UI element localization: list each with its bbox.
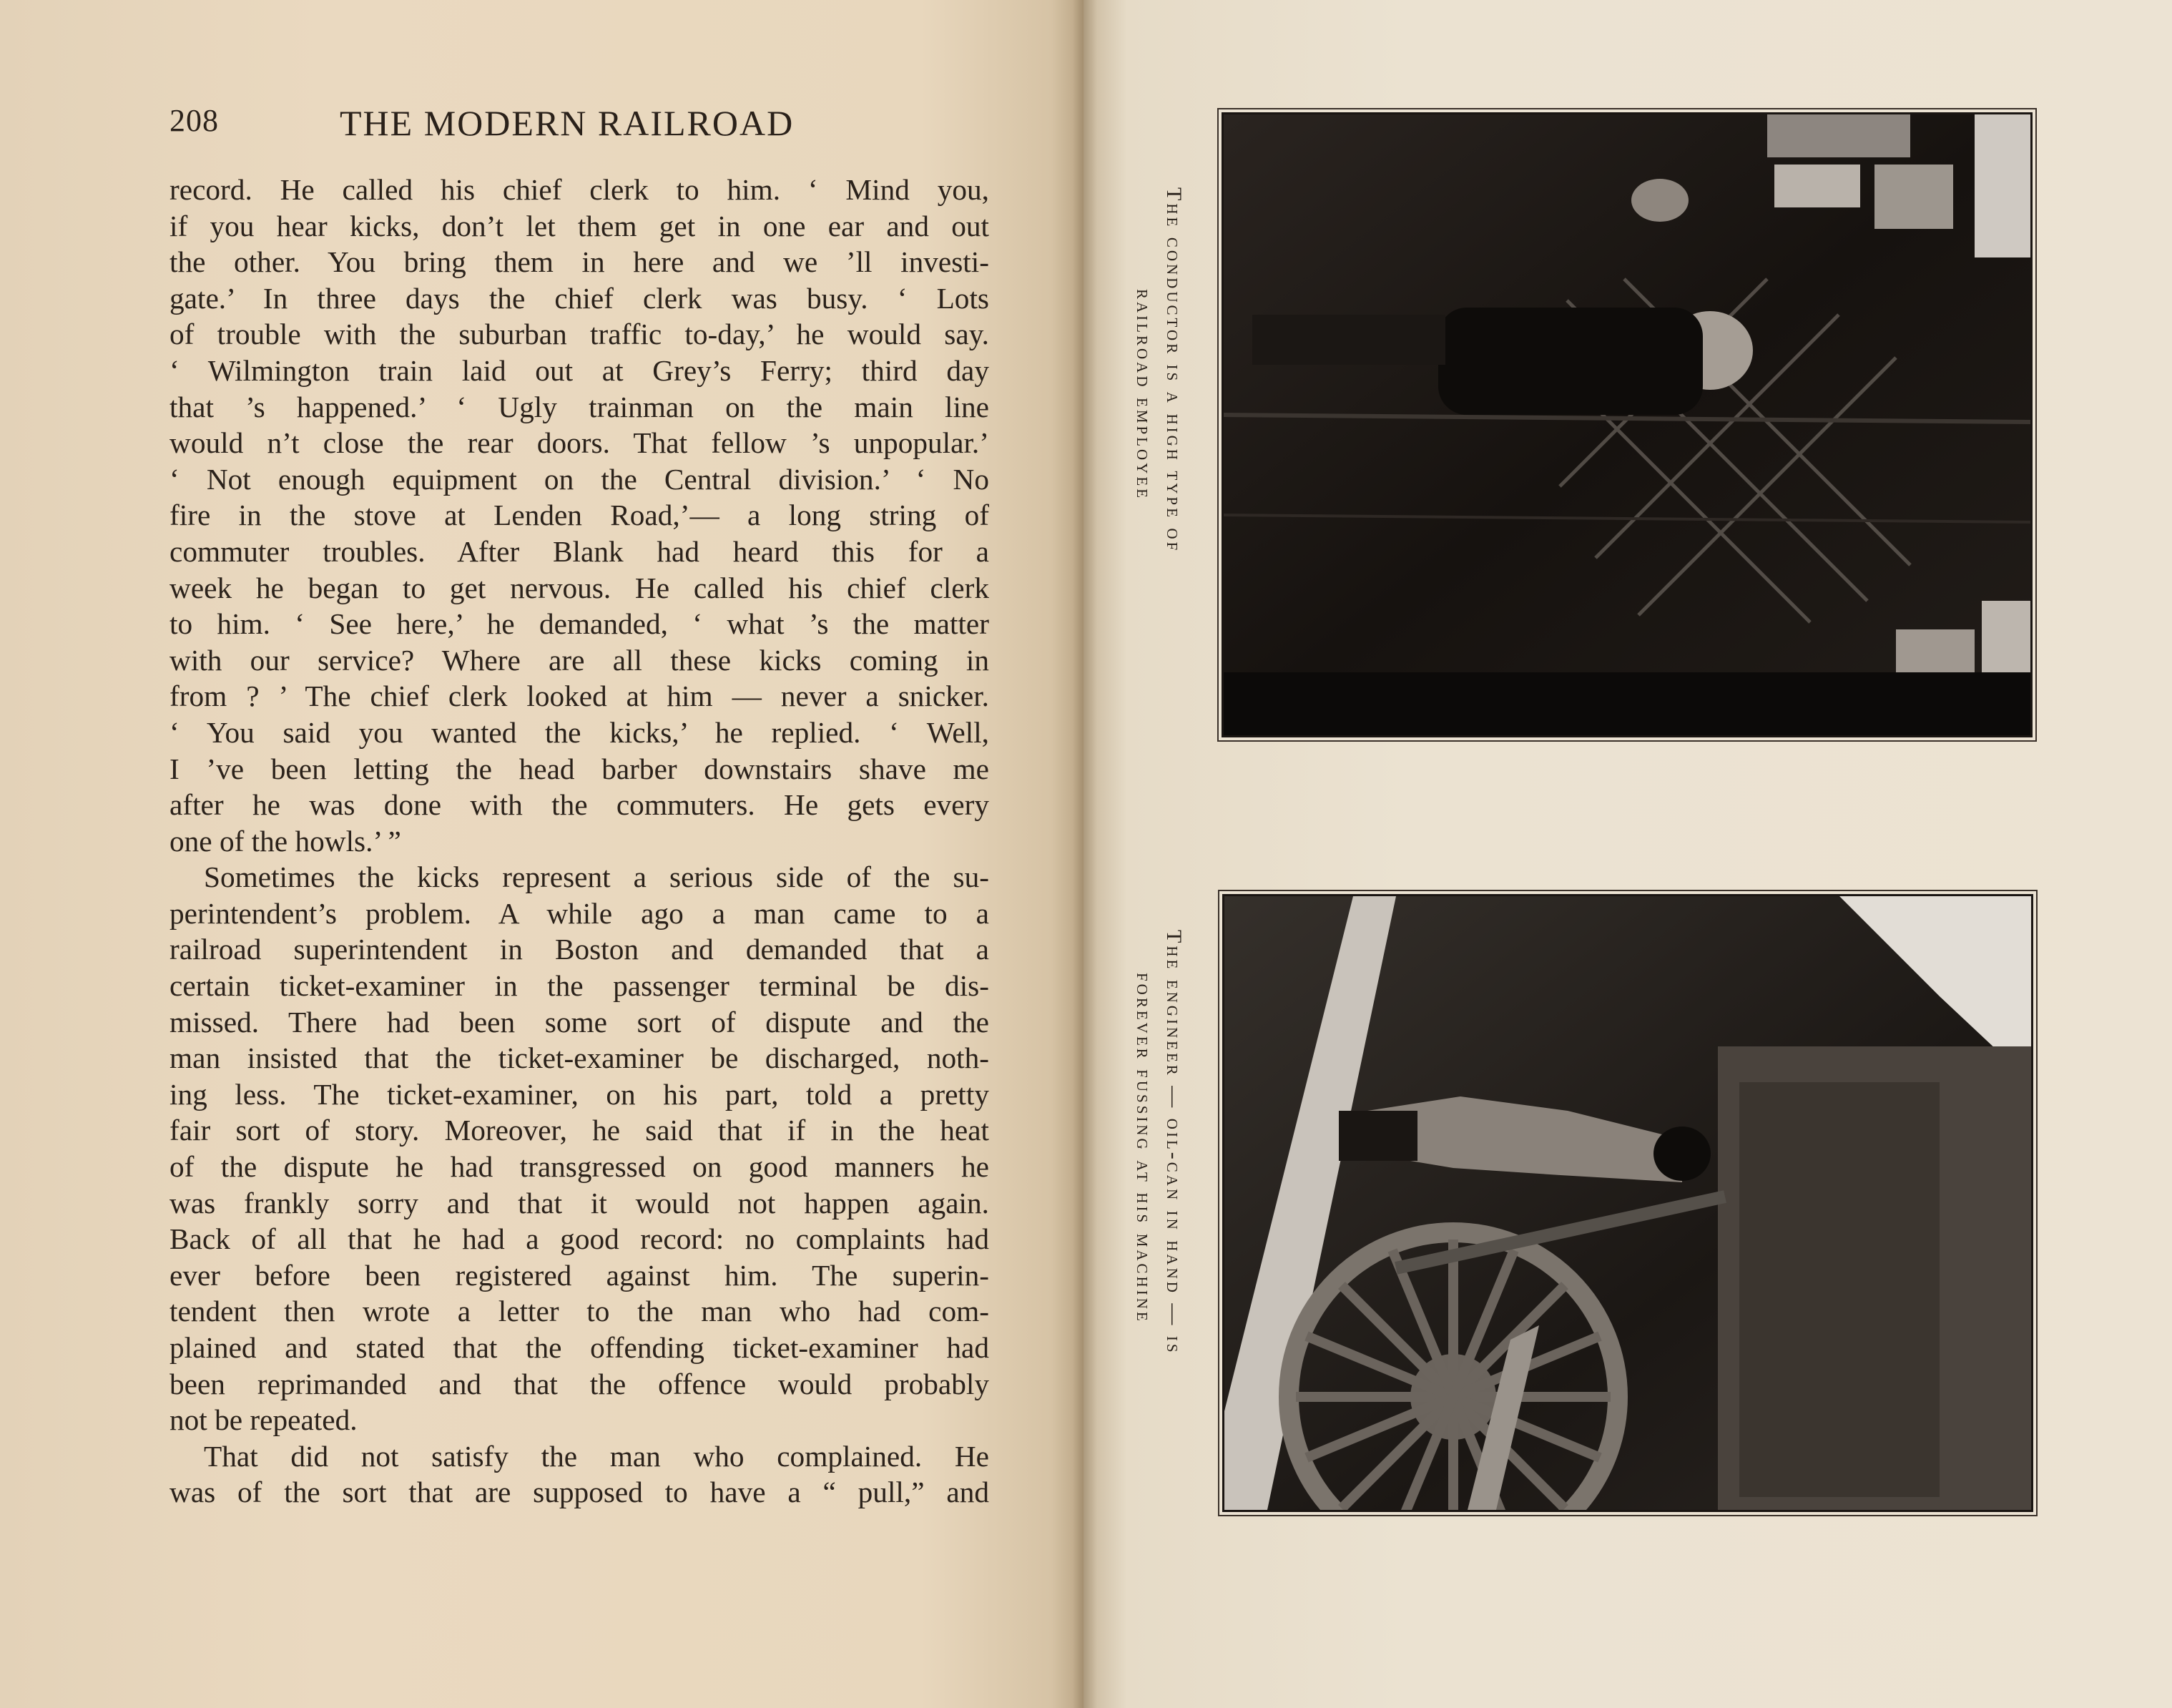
text-line: ever before been registered against him. The superin- xyxy=(169,1258,989,1292)
engineer-photograph xyxy=(1222,894,2033,1512)
plate-bottom-caption-line2: forever fussing at his machine xyxy=(1132,973,1156,1324)
text-line: was of the sort that are supposed to have a “ pull,” and xyxy=(169,1476,989,1509)
text-line: that ’s happened.’ ‘ Ugly trainman on the main line xyxy=(169,390,989,423)
text-line: record. He called his chief clerk to him. ‘ Mind you, xyxy=(169,173,989,206)
text-line: perintendent’s problem. A while ago a man came to a xyxy=(169,896,989,930)
text-line: Back of all that he had a good record: no complaints had xyxy=(169,1222,989,1256)
running-title: THE MODERN RAILROAD xyxy=(340,103,795,143)
text-line: That did not satisfy the man who complained. He xyxy=(204,1439,989,1473)
text-line: not be repeated. xyxy=(169,1403,358,1437)
text-line: if you hear kicks, don’t let them get in one ear and out xyxy=(169,209,989,242)
text-line: gate.’ In three days the chief clerk was busy. ‘ Lots xyxy=(169,281,989,315)
text-line: ‘ Wilmington train laid out at Grey’s Ferry; third day xyxy=(169,353,989,387)
plate-top-caption-line2: railroad employee xyxy=(1132,289,1156,501)
conductor-photo-image xyxy=(1224,114,2030,735)
page-number: 208 xyxy=(169,103,219,138)
engineer-photo-image xyxy=(1224,896,2031,1510)
text-line: plained and stated that the offending ticket-examiner had xyxy=(169,1331,989,1364)
text-line: one of the howls.’ ” xyxy=(169,824,401,858)
text-line: week he began to get nervous. He called his chief clerk xyxy=(169,571,989,604)
book-gutter xyxy=(1073,0,1097,1708)
text-line: ing less. The ticket-examiner, on his part, told a pretty xyxy=(169,1077,989,1111)
text-line: ‘ Not enough equipment on the Central division.’ ‘ No xyxy=(169,462,989,496)
text-line: missed. There had been some sort of dispute and the xyxy=(169,1005,989,1039)
text-line: man insisted that the ticket-examiner be discharged, noth- xyxy=(169,1041,989,1075)
text-line: I ’ve been letting the head barber downstairs shave me xyxy=(169,752,989,785)
text-line: fire in the stove at Lenden Road,’— a long string of xyxy=(169,499,989,532)
text-line: the other. You bring them in here and we ’ll investi- xyxy=(169,245,989,279)
text-line: of trouble with the suburban traffic to-day,’ he would say. xyxy=(169,318,989,351)
running-head xyxy=(169,102,992,152)
text-line: after he was done with the commuters. He gets every xyxy=(169,788,989,822)
text-line: from ? ’ The chief clerk looked at him — never a snicker. xyxy=(169,679,989,713)
conductor-photograph xyxy=(1222,112,2033,737)
text-line: commuter troubles. After Blank had heard this for a xyxy=(169,534,989,568)
text-line: railroad superintendent in Boston and demanded that a xyxy=(169,933,989,966)
left-page xyxy=(0,0,1083,1708)
text-line: with our service? Where are all these kicks coming in xyxy=(169,643,989,677)
text-line: Sometimes the kicks represent a serious side of the su- xyxy=(204,860,989,894)
body-text xyxy=(169,172,989,1511)
text-line: ‘ You said you wanted the kicks,’ he replied. ‘ Well, xyxy=(169,715,989,749)
text-line: was frankly sorry and that it would not happen again. xyxy=(169,1186,989,1219)
text-line: of the dispute he had transgressed on good manners he xyxy=(169,1150,989,1184)
text-line: tendent then wrote a letter to the man who had com- xyxy=(169,1295,989,1328)
plate-top-caption-line1: The conductor is a high type of xyxy=(1162,187,1186,554)
text-line: would n’t close the rear doors. That fellow ’s unpopular.’ xyxy=(169,426,989,460)
text-line: to him. ‘ See here,’ he demanded, ‘ what ’s the matter xyxy=(169,607,989,641)
text-line: fair sort of story. Moreover, he said that if in the heat xyxy=(169,1114,989,1147)
plate-bottom-caption-line1: The engineer — oil-can in hand — is xyxy=(1162,930,1186,1355)
text-line: certain ticket-examiner in the passenger terminal be dis- xyxy=(169,969,989,1003)
text-line: been reprimanded and that the offence would probably xyxy=(169,1367,989,1400)
